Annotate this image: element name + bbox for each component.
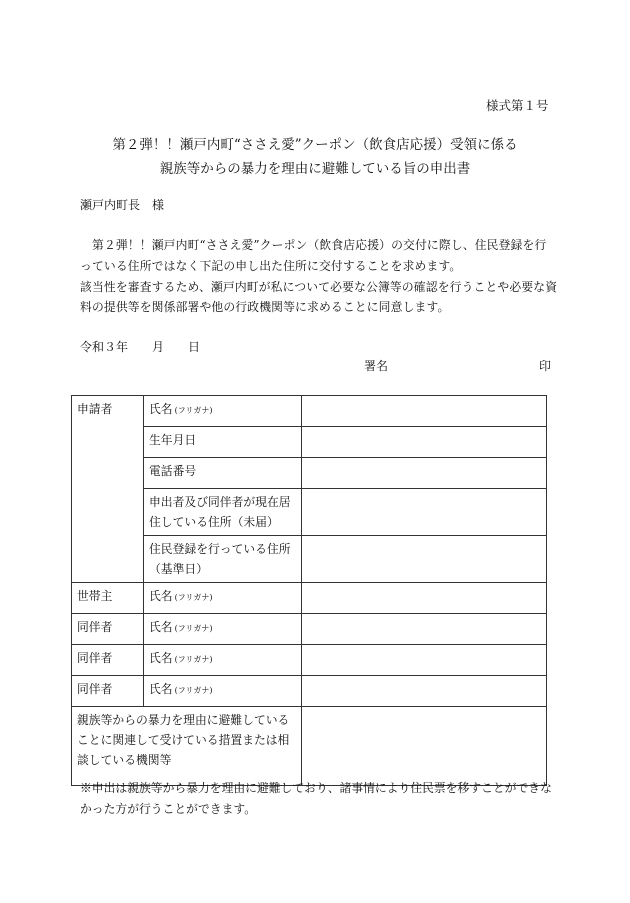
companion-label: 同伴者 [77, 620, 113, 634]
companion-name-field[interactable] [302, 645, 547, 676]
current-address-text-2: 住している住所（未届） [149, 515, 279, 529]
measures-text-1: 親族等からの暴力を理由に避難している [77, 713, 290, 727]
companion-header [72, 645, 144, 676]
companion-name-label [144, 614, 302, 645]
birthdate-field[interactable] [302, 427, 547, 458]
phone-text: 電話番号 [149, 464, 197, 478]
registered-address-field[interactable] [302, 536, 547, 583]
companion-name-field[interactable] [302, 614, 547, 645]
applicant-name-field[interactable] [302, 396, 547, 427]
consent-paragraph-line-2: 料の提供等を関係部署や他の行政機関等に求めることに同意します。 [80, 300, 450, 314]
request-paragraph-line-2: っている住所ではなく下記の申し出た住所に交付することを求めます。 [80, 259, 462, 273]
applicant-header [72, 396, 144, 583]
registered-address-text-1: 住民登録を行っている住所 [149, 542, 291, 556]
note-line-1: ※申出は親族等から暴力を理由に避難しており、諸事情により住民票を移すことができな [80, 781, 552, 795]
current-address-text-1: 申出者及び同伴者が現在居 [149, 495, 291, 509]
phone-field[interactable] [302, 458, 547, 489]
companion-name-field[interactable] [302, 676, 547, 707]
date-field[interactable]: 令和３年 月 日 [80, 340, 201, 354]
householder-name-label [144, 583, 302, 614]
birthdate-label [144, 427, 302, 458]
measures-text-2: ことに関連して受けている措置または相 [77, 733, 290, 747]
companion-name-label [144, 676, 302, 707]
furigana-label: (フリガナ) [174, 624, 213, 633]
seal-mark: 印 [539, 359, 552, 373]
birthdate-text: 生年月日 [149, 433, 197, 447]
form-title-line-1: 第２弾！！瀬戸内町“ささえ愛”クーポン（飲食店応援）受領に係る [112, 137, 518, 153]
furigana-label: (フリガナ) [174, 406, 213, 415]
companion-name-label [144, 645, 302, 676]
applicant-name-label [144, 396, 302, 427]
householder-header [72, 583, 144, 614]
request-paragraph-line-1: 第２弾！！瀬戸内町“ささえ愛”クーポン（飲食店応援）の交付に際し、住民登録を行 [92, 238, 547, 252]
current-address-label [144, 489, 302, 536]
note-line-2: かった方が行うことができます。 [80, 802, 257, 816]
householder-label: 世帯主 [77, 589, 113, 603]
householder-name-field[interactable] [302, 583, 547, 614]
current-address-field[interactable] [302, 489, 547, 536]
applicant-label: 申請者 [77, 402, 113, 416]
measures-label [72, 707, 302, 786]
measures-field[interactable] [302, 707, 547, 786]
consent-paragraph-line-1: 該当性を審査するため、瀬戸内町が私について必要な公簿等の確認を行うことや必要な資 [80, 280, 558, 294]
furigana-label: (フリガナ) [174, 593, 213, 602]
signature-label: 署名 [364, 359, 389, 373]
registered-address-text-2: （基準日） [149, 562, 208, 576]
name-label: 氏名 [149, 620, 173, 634]
companion-label: 同伴者 [77, 651, 113, 665]
application-form-table [71, 395, 547, 786]
companion-header [72, 676, 144, 707]
measures-text-3: 談している機関等 [77, 753, 172, 767]
name-label: 氏名 [149, 402, 173, 416]
furigana-label: (フリガナ) [174, 686, 213, 695]
companion-label: 同伴者 [77, 682, 113, 696]
name-label: 氏名 [149, 682, 173, 696]
addressee: 瀬戸内町長 様 [80, 198, 165, 212]
furigana-label: (フリガナ) [174, 655, 213, 664]
form-title-line-2: 親族等からの暴力を理由に避難している旨の申出書 [159, 161, 471, 177]
companion-header [72, 614, 144, 645]
name-label: 氏名 [149, 589, 173, 603]
form-number: 様式第１号 [486, 98, 549, 113]
name-label: 氏名 [149, 651, 173, 665]
phone-label [144, 458, 302, 489]
registered-address-label [144, 536, 302, 583]
